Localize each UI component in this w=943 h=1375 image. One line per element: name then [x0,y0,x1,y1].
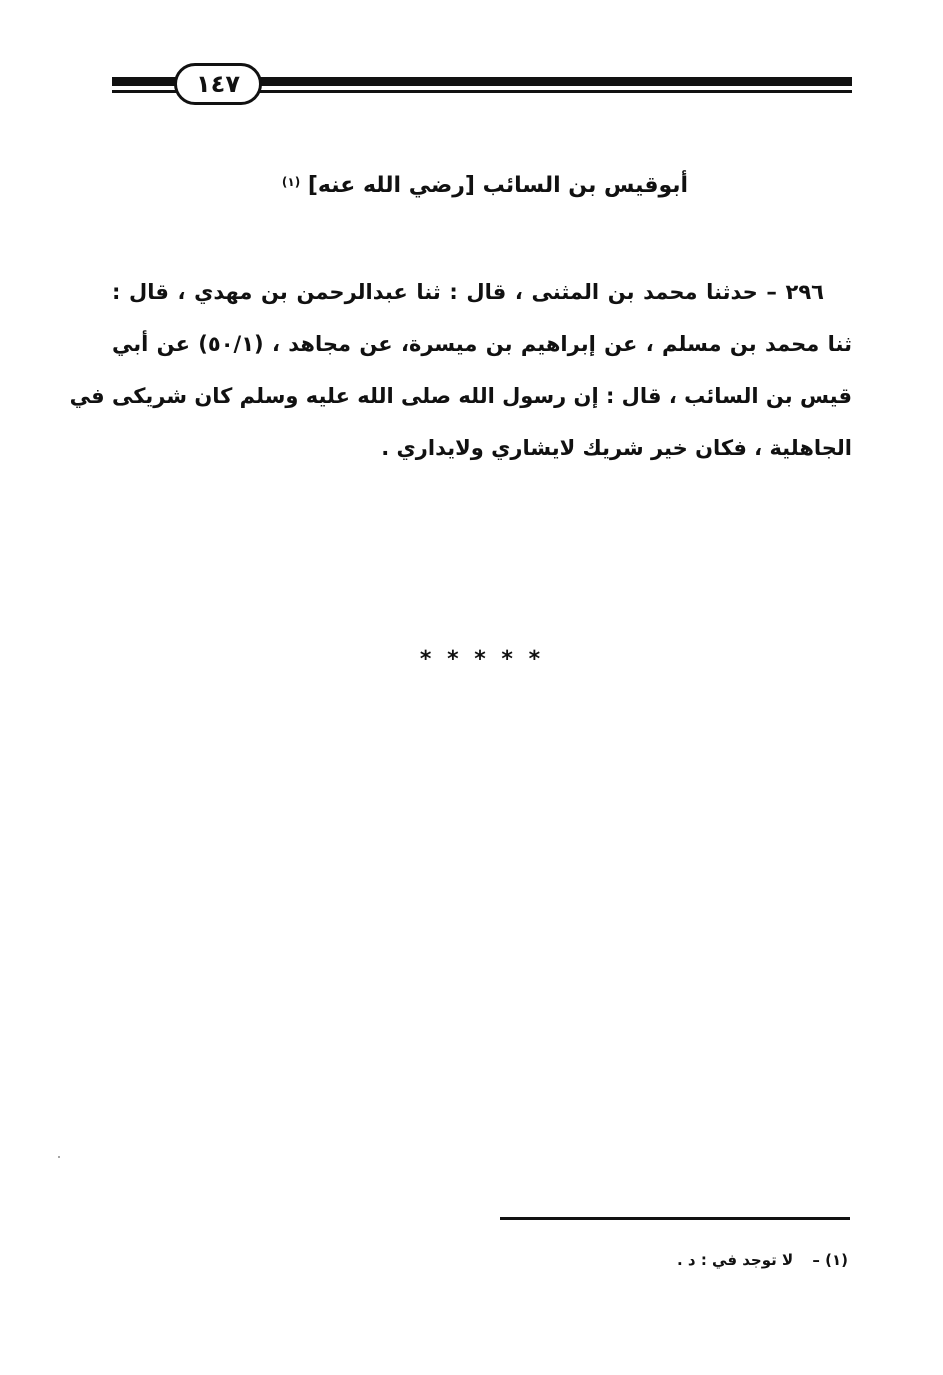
scan-speck [58,1156,60,1158]
footnote-rule [500,1217,850,1220]
page-number: ١٤٧ [174,63,262,105]
paragraph-line: قيس بن السائب ، قال : إن رسول الله صلى الله عليه وسلم كان شريكى في [69,384,852,408]
footnote [500,1246,848,1274]
section-separator: * * * * * [419,647,545,672]
footnote-marker: (١) – [812,1251,848,1269]
paragraph-line: الجاهلية ، فكان خير شريك لايشاري ولايداري . [381,436,852,460]
section-title [112,166,852,206]
header-rule [112,70,852,98]
title-footnote-ref: (١) [281,175,301,189]
footnote-text: لا توجد في : د . [676,1251,794,1269]
section-title-text: أبوقيس بن السائب [رضي الله عنه] [307,173,689,198]
hadith-paragraph [69,266,853,474]
paragraph-line: ثنا محمد بن مسلم ، عن إبراهيم بن ميسرة، عن مجاهد ، (٥٠/١) عن أبي [112,332,853,356]
paragraph-line: ٢٩٦ – حدثنا محمد بن المثنى ، قال : ثنا عبدالرحمن بن مهدي ، قال : [112,280,824,304]
